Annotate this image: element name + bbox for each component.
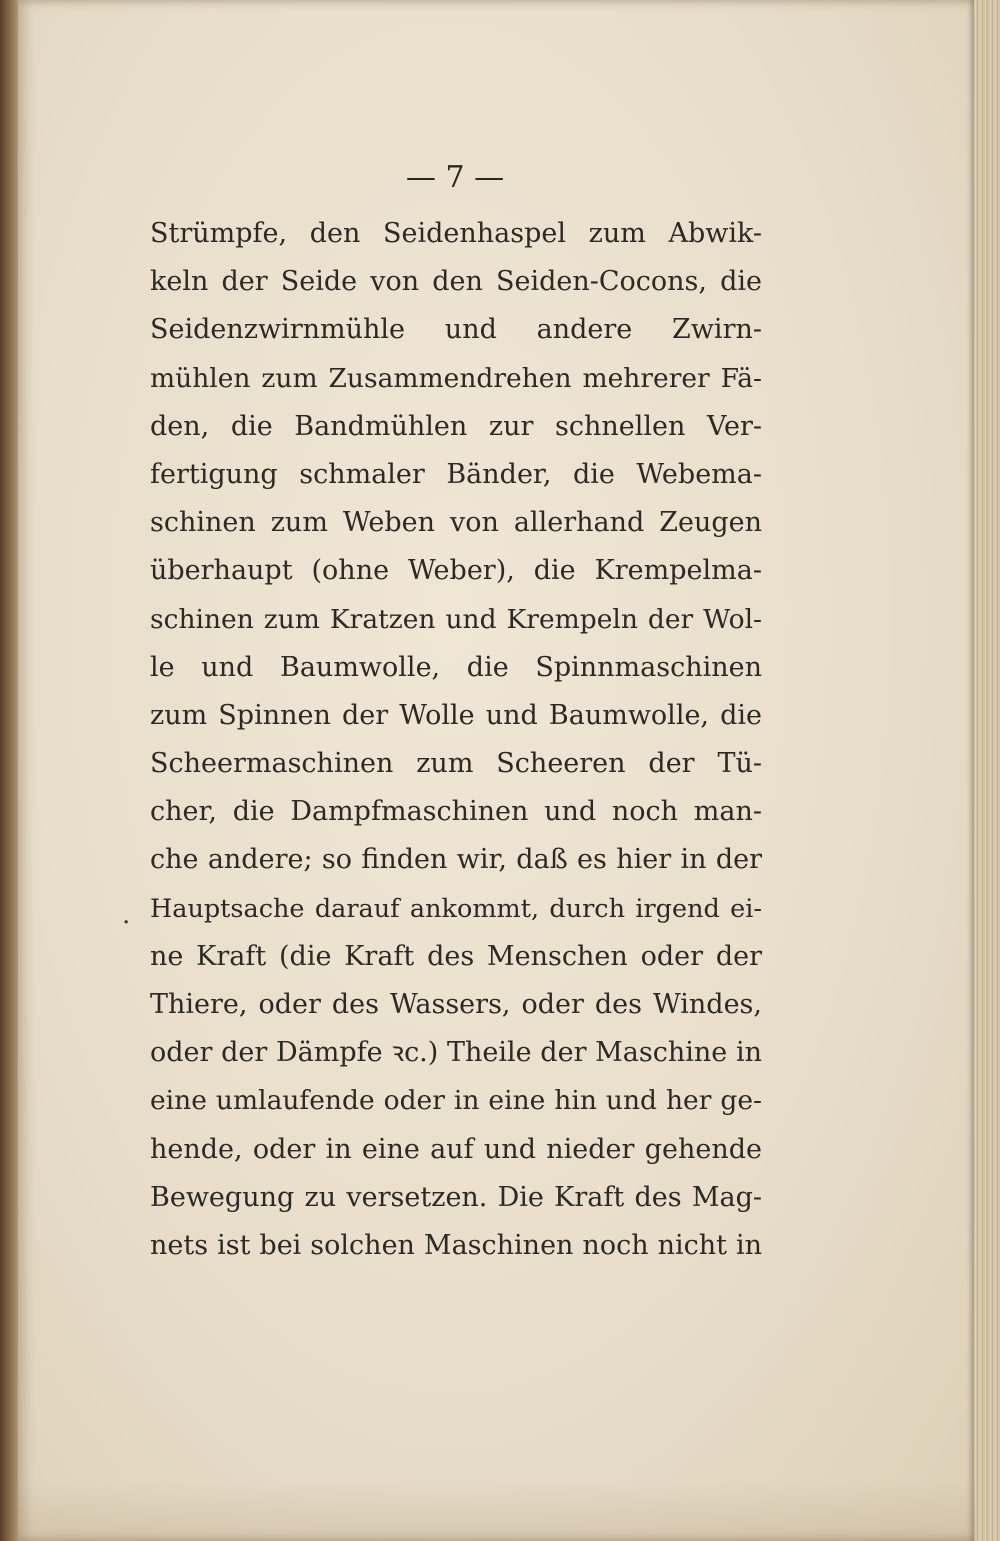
- text-line: eine umlaufende oder in eine hin und her ge-: [150, 1085, 762, 1117]
- paper-bottom-tone: [18, 1481, 976, 1541]
- text-line: Scheermaschinen zum Scheeren der Tü-: [150, 748, 762, 780]
- text-line: überhaupt (ohne Weber), die Krempelma-: [150, 555, 762, 587]
- margin-dot: .: [122, 900, 131, 930]
- text-line: oder der Dämpfe ꝛc.) Theile der Maschine in: [150, 1037, 762, 1069]
- text-line: nets ist bei solchen Maschinen noch nicht in: [150, 1229, 762, 1261]
- text-line: fertigung schmaler Bänder, die Webema-: [150, 458, 762, 490]
- text-line: mühlen zum Zusammendrehen mehrerer Fä-: [150, 362, 762, 394]
- text-line: Bewegung zu versetzen. Die Kraft des Mag-: [150, 1181, 762, 1213]
- text-line: ne Kraft (die Kraft des Menschen oder der: [150, 940, 762, 972]
- text-line: zum Spinnen der Wolle und Baumwolle, die: [150, 699, 762, 731]
- text-line: schinen zum Kratzen und Krempeln der Wol-: [150, 603, 762, 635]
- text-line: Hauptsache darauf ankommt, durch irgend ei-: [150, 893, 762, 924]
- text-line: hende, oder in eine auf und nieder gehende: [150, 1133, 762, 1165]
- text-line: Seidenzwirnmühle und andere Zwirn-: [150, 314, 762, 346]
- text-line: schinen zum Weben von allerhand Zeugen: [150, 507, 762, 539]
- page-number-header: — 7 —: [405, 160, 505, 195]
- text-line: cher, die Dampfmaschinen und noch man-: [150, 796, 762, 828]
- text-line: den, die Bandmühlen zur schnellen Ver-: [150, 410, 762, 442]
- page-fore-edge: [974, 0, 1000, 1541]
- body-text: [150, 210, 762, 1270]
- text-line: che andere; so finden wir, daß es hier in der: [150, 844, 762, 876]
- text-line: keln der Seide von den Seiden-Cocons, die: [150, 266, 762, 298]
- text-line: le und Baumwolle, die Spinnmaschinen: [150, 651, 762, 683]
- text-line: Thiere, oder des Wassers, oder des Windes,: [150, 989, 762, 1020]
- text-line: Strümpfe, den Seidenhaspel zum Abwik-: [150, 218, 762, 249]
